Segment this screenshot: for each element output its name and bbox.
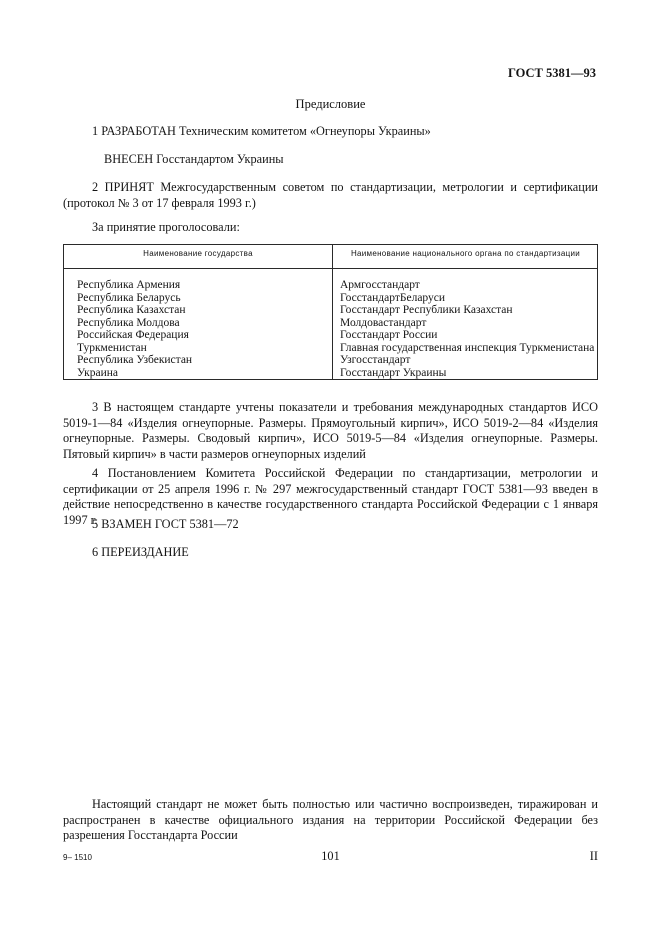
table-cell-state: Украина: [77, 366, 118, 379]
paragraph-reissue: 6 ПЕРЕИЗДАНИЕ: [92, 545, 189, 559]
table-cell-state: Республика Армения: [77, 279, 181, 291]
table-cell-state: Республика Молдова: [77, 316, 180, 329]
preface-title: Предисловие: [295, 97, 366, 111]
page-number: 101: [321, 849, 340, 863]
paragraph-adopted: 2 ПРИНЯТ Межгосударственным советом по стандартизации, метрологии и сертификации (протокол № 3 от 17 февраля 1993 г.): [63, 180, 598, 210]
table-header-state: Наименование государства: [143, 249, 253, 258]
table-cell-body: Госстандарт России: [340, 329, 438, 341]
table-cell-state: Республика Узбекистан: [77, 354, 193, 366]
voting-table: [63, 244, 598, 380]
paragraph-developed: 1 РАЗРАБОТАН Техническим комитетом «Огнеупоры Украины»: [92, 124, 431, 138]
table-cell-body: Армгосстандарт: [340, 279, 420, 291]
table-cell-body: Госстандарт Республики Казахстан: [340, 304, 513, 316]
paragraph-introduced: ВНЕСЕН Госстандартом Украины: [104, 152, 284, 166]
table-cell-body: Главная государственная инспекция Туркменистана: [340, 341, 595, 354]
roman-page-number: II: [589, 849, 598, 863]
paragraph-voted: За принятие проголосовали:: [92, 220, 240, 234]
table-header-divider: [64, 268, 597, 269]
states-column: [77, 279, 192, 379]
table-cell-body: Молдовастандарт: [340, 316, 427, 329]
table-cell-body: ГосстандартБеларуси: [340, 291, 446, 304]
table-column-divider: [332, 245, 333, 379]
bodies-column: [340, 279, 594, 379]
paragraph-iso-standards: 3 В настоящем стандарте учтены показатели и требования международных стандартов ИСО 5019-1—84 «Изделия огнеупорные. Размеры. Прямоугольный кирпич», ИСО 5019-2—84 «Изделия огнеупорные. Размеры. Сводовый кирпич», ИСО 5019-5—84 «Изделия огнеупорные. Размеры. Пятовый кирпич» в части размеров огнеупорных изделий: [63, 400, 598, 461]
table-cell-body: Узгосстандарт: [340, 354, 411, 366]
table-cell-state: Туркменистан: [77, 341, 147, 354]
table-header-body: Наименование национального органа по стандартизации: [350, 249, 581, 258]
paragraph-resolution: 4 Постановлением Комитета Российской Федерации по стандартизации, метрологии и сертификации от 25 апреля 1996 г. № 297 межгосударственный стандарт ГОСТ 5381—93 введен в действие непосредственно в качестве государственного стандарта Российской Федерации с 1 января 1997 г.: [63, 466, 598, 527]
table-cell-state: Республика Казахстан: [77, 304, 186, 316]
paragraph-replaces: 5 ВЗАМЕН ГОСТ 5381—72: [92, 517, 239, 531]
table-cell-body: Госстандарт Украины: [340, 366, 447, 379]
document-code: ГОСТ 5381—93: [507, 66, 596, 80]
copyright-notice: Настоящий стандарт не может быть полностью или частично воспроизведен, тиражирован и распространен в качестве официального издания на территории Российской Федерации без разрешения Госстандарта России: [63, 797, 598, 843]
table-cell-state: Российская Федерация: [77, 329, 189, 341]
table-cell-state: Республика Беларусь: [77, 291, 181, 304]
print-code: 9– 1510: [63, 853, 92, 862]
